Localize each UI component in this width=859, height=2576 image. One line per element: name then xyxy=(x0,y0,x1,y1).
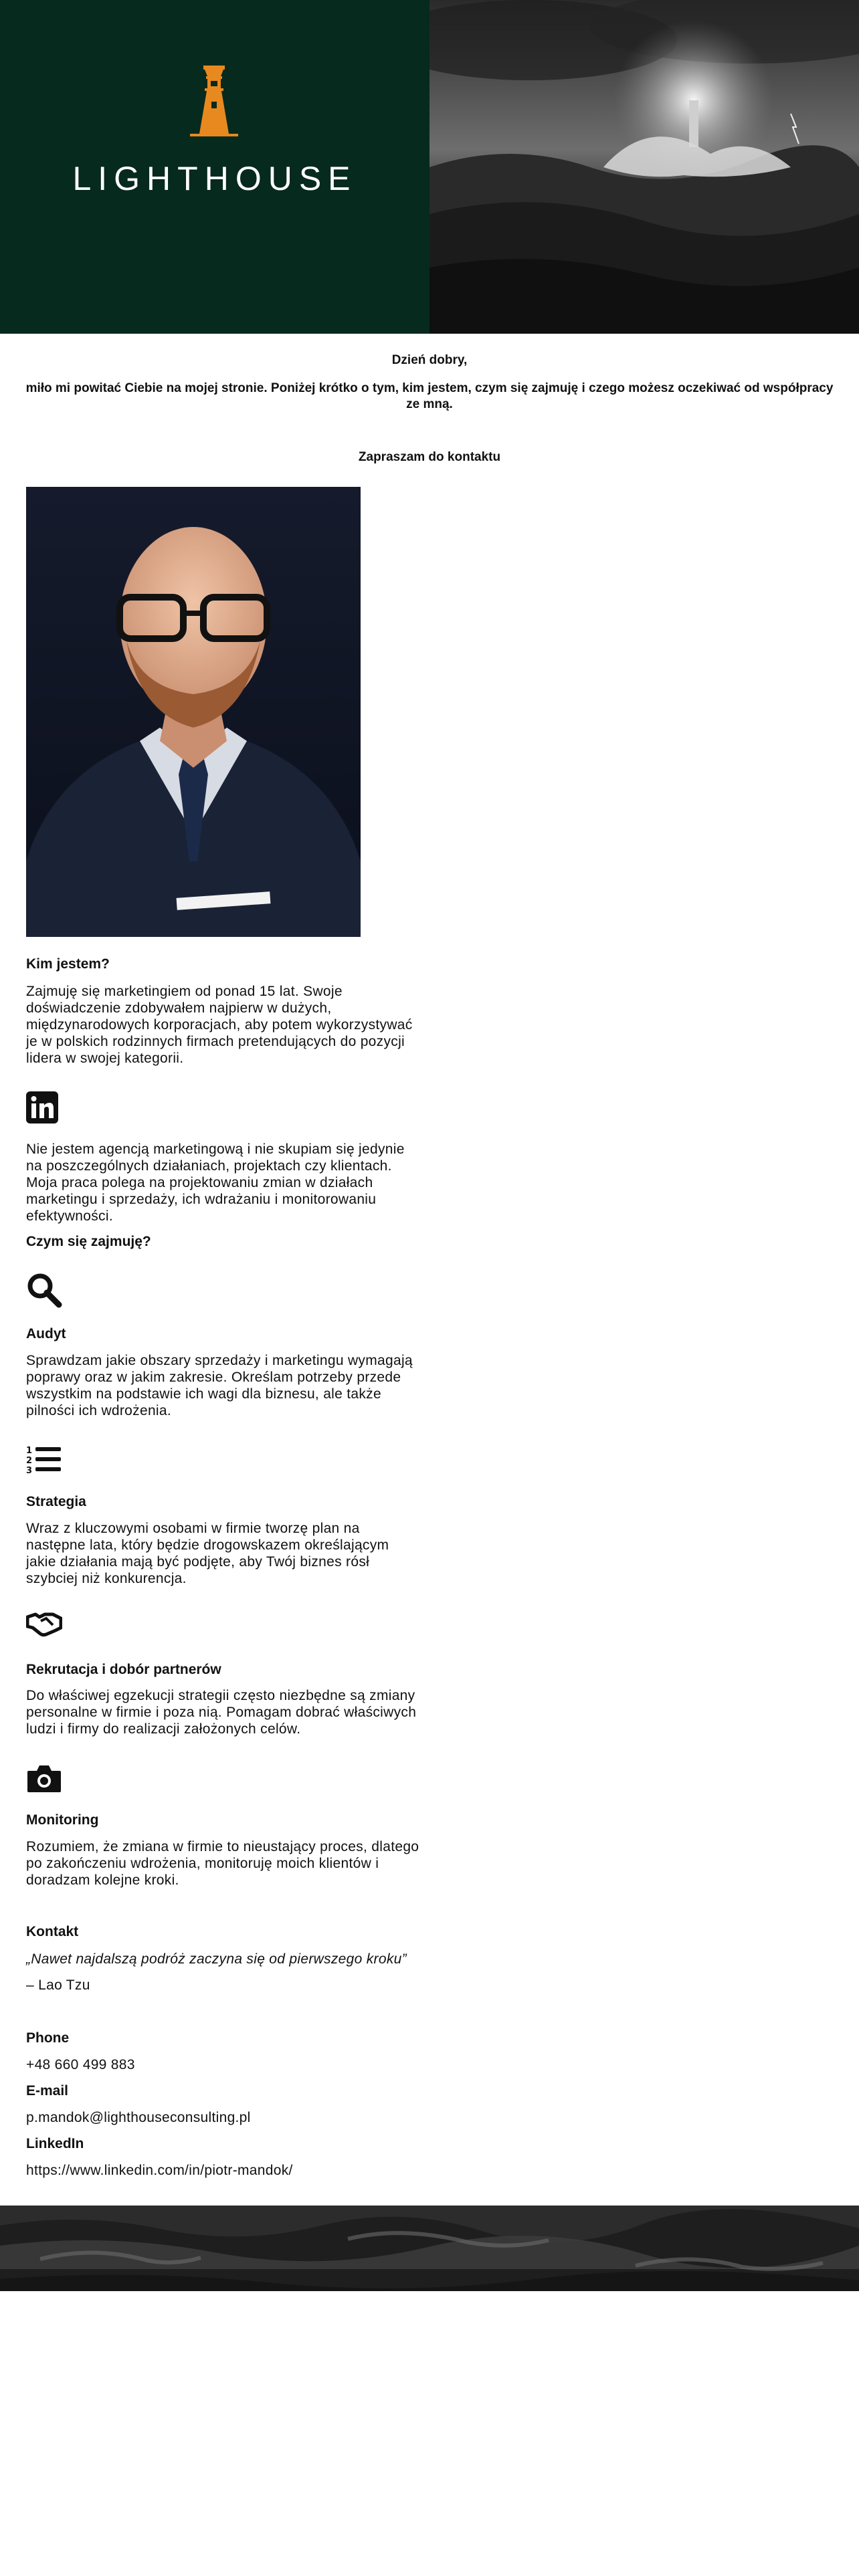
numbered-list-icon xyxy=(26,1444,62,1475)
email-label: E-mail xyxy=(26,2083,69,2099)
welcome-text-line2: ze mną. xyxy=(406,397,453,411)
linkedin-icon[interactable] xyxy=(26,1091,58,1123)
linkedin-url[interactable]: https://www.linkedin.com/in/piotr-mandok/ xyxy=(26,2163,293,2178)
stormy-lighthouse-illustration xyxy=(430,0,859,334)
hero-banner xyxy=(0,0,859,334)
quote-author: – Lao Tzu xyxy=(26,1977,90,1993)
service-text-monitoring: Rozumiem, że zmiana w firmie to nieustający proces, dlatego po zakończeniu wdrożenia, monitoruję moich klientów i doradzam kolejne kroki. xyxy=(26,1839,419,1888)
about-paragraph: Zajmuję się marketingiem od ponad 15 lat. Swoje doświadczenie zdobywałem najpierw w dużych, międzynarodowych korporacjach, aby potem wykorzystywać je w polskich rodzinnych firmach pretendujących do pozycji lidera w swojej kategorii. xyxy=(26,984,413,1066)
contact-heading: Kontakt xyxy=(26,1924,79,1939)
service-title-recruitment: Rekrutacja i dobór partnerów xyxy=(26,1662,221,1677)
greeting-text: Dzień dobry, xyxy=(391,353,468,367)
contact-invite-text: Zapraszam do kontaktu xyxy=(358,450,501,464)
footer-sea-image xyxy=(0,2206,859,2291)
svg-text:3: 3 xyxy=(26,1466,33,1475)
portrait-photo xyxy=(26,487,361,937)
hero-stormy-sea-image xyxy=(430,0,859,334)
search-icon xyxy=(26,1272,62,1308)
phone-label: Phone xyxy=(26,2030,70,2046)
hero-logo-panel xyxy=(0,0,430,334)
footer-wave-texture xyxy=(0,2206,859,2291)
lighthouse-logo-icon xyxy=(174,60,254,140)
svg-text:1: 1 xyxy=(26,1446,33,1456)
services-heading: Czym się zajmuję? xyxy=(26,1234,151,1249)
service-title-audit: Audyt xyxy=(26,1326,66,1341)
linkedin-label: LinkedIn xyxy=(26,2136,84,2151)
handshake-icon xyxy=(26,1612,62,1637)
phone-value[interactable]: +48 660 499 883 xyxy=(26,2057,135,2072)
brand-wordmark: LIGHTHOUSE xyxy=(72,160,357,197)
quote-text: „Nawet najdalszą podróż zaczyna się od pierwszego kroku” xyxy=(26,1951,407,1967)
service-title-strategy: Strategia xyxy=(26,1494,86,1509)
service-title-monitoring: Monitoring xyxy=(26,1812,99,1828)
camera-icon xyxy=(26,1763,62,1794)
svg-text:2: 2 xyxy=(26,1456,33,1466)
service-text-audit: Sprawdzam jakie obszary sprzedaży i marketingu wymagają poprawy oraz w jakim zakresie. Określam potrzeby przede wszystkim na podstawie ich wagi dla biznesu, ale także pilności ich wdrożenia. xyxy=(26,1353,413,1418)
service-text-strategy: Wraz z kluczowymi osobami w firmie tworzę plan na następne lata, który będzie drogowskazem określającym jakie działania mają być podjęte, aby Twój biznes rósł szybciej niż konkurencja. xyxy=(26,1521,389,1586)
service-text-recruitment: Do właściwej egzekucji strategii często niezbędne są zmiany personalne w firmie i poza nią. Pomagam dobrać właściwych ludzi i firmy do realizacji założonych celów. xyxy=(26,1688,417,1737)
about-heading: Kim jestem? xyxy=(26,956,110,972)
welcome-text: miło mi powitać Ciebie na mojej stronie. Poniżej krótko o tym, kim jestem, czym się zajmuję i czego możesz oczekiwać od współpracy xyxy=(25,381,834,395)
email-value[interactable]: p.mandok@lighthouseconsulting.pl xyxy=(26,2110,251,2125)
about-paragraph-2: Nie jestem agencją marketingową i nie skupiam się jedynie na poszczególnych działaniach, projektach czy klientach. Moja praca polega na projektowaniu zmian w działach marketingu i sprzedaży, ich wdrażaniu i monitorowaniu efektywności. xyxy=(26,1142,405,1224)
